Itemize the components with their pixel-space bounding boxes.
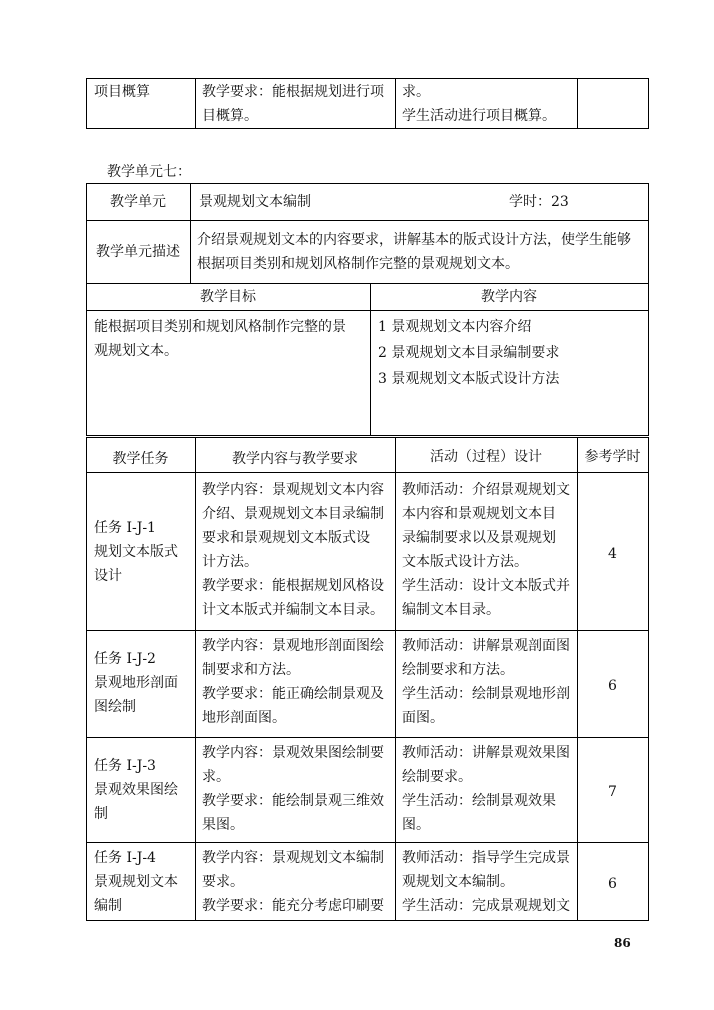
task-row-2-task: 任务 I-J-2 景观地形剖面 图绘制 xyxy=(94,651,178,715)
unit-desc-label: 教学单元描述 xyxy=(96,244,180,260)
goal-header: 教学目标 xyxy=(200,289,256,305)
task-row-3-task: 任务 I-J-3 景观效果图绘 制 xyxy=(94,758,178,822)
unit-hours: 学时：23 xyxy=(509,194,569,210)
task-row-1-activity: 教师活动：介绍景观规划文 本内容和景观规划文本目 录编制要求以及景观规划 文本版式设计方法。 学生活动：设计文本版式并 编制文本目录。 xyxy=(402,482,570,618)
content-header: 教学内容 xyxy=(481,289,537,305)
top-row-name: 项目概算 xyxy=(94,84,150,100)
task-row-3-content: 教学内容：景观效果图绘制要 求。 教学要求：能绘制景观三维效 果图。 xyxy=(202,745,384,833)
unit-heading: 教学单元七： xyxy=(107,164,191,180)
unit-content-2: 2 景观规划文本目录编制要求 xyxy=(378,345,560,361)
task-row-3-activity: 教师活动：讲解景观效果图 绘制要求。 学生活动：绘制景观效果 图。 xyxy=(402,745,570,833)
task-row-4-hours: 6 xyxy=(608,876,617,892)
task-header-task: 教学任务 xyxy=(112,451,169,467)
task-row-2-content: 教学内容：景观地形剖面图绘 制要求和方法。 教学要求：能正确绘制景观及 地形剖面图。 xyxy=(202,638,384,726)
task-row-4-task: 任务 I-J-4 景观规划文本 编制 xyxy=(94,850,178,914)
task-row-2-activity: 教师活动：讲解景观剖面图 绘制要求和方法。 学生活动：绘制景观地形剖 面图。 xyxy=(402,638,570,726)
task-row-4-activity: 教师活动：指导学生完成景 观规划文本编制。 学生活动：完成景观规划文 xyxy=(402,850,570,914)
top-row-requirement: 教学要求：能根据规划进行项 目概算。 xyxy=(202,84,384,124)
unit-content-1: 1 景观规划文本内容介绍 xyxy=(378,319,532,335)
unit-desc: 介绍景观规划文本的内容要求，讲解基本的版式设计方法，使学生能够 根据项目类别和规划风格制作完整的景观规划文本。 xyxy=(197,232,631,272)
page-number: 86 xyxy=(614,936,631,950)
top-row-activity: 求。 学生活动进行项目概算。 xyxy=(402,84,556,124)
task-row-2-hours: 6 xyxy=(608,678,617,694)
unit-name: 景观规划文本编制 xyxy=(199,194,311,210)
task-header-hours: 参考学时 xyxy=(584,449,641,465)
task-row-1-hours: 4 xyxy=(608,546,617,562)
task-row-4-content: 教学内容：景观规划文本编制 要求。 教学要求：能充分考虑印刷要 xyxy=(202,850,384,914)
task-row-1-content: 教学内容：景观规划文本内容 介绍、景观规划文本目录编制 要求和景观规划文本版式设 计方法。 教学要求：能根据规划风格设 计文本版式并编制文本目录。 xyxy=(202,482,384,618)
unit-content-3: 3 景观规划文本版式设计方法 xyxy=(378,371,560,387)
task-header-content: 教学内容与教学要求 xyxy=(232,451,358,467)
task-row-3-hours: 7 xyxy=(608,784,617,800)
task-row-1-task: 任务 I-J-1 规划文本版式 设计 xyxy=(94,520,178,584)
unit-label: 教学单元 xyxy=(110,194,166,210)
unit-goal: 能根据项目类别和规划风格制作完整的景 观规划文本。 xyxy=(94,319,346,359)
task-header-activity: 活动（过程）设计 xyxy=(430,449,542,465)
